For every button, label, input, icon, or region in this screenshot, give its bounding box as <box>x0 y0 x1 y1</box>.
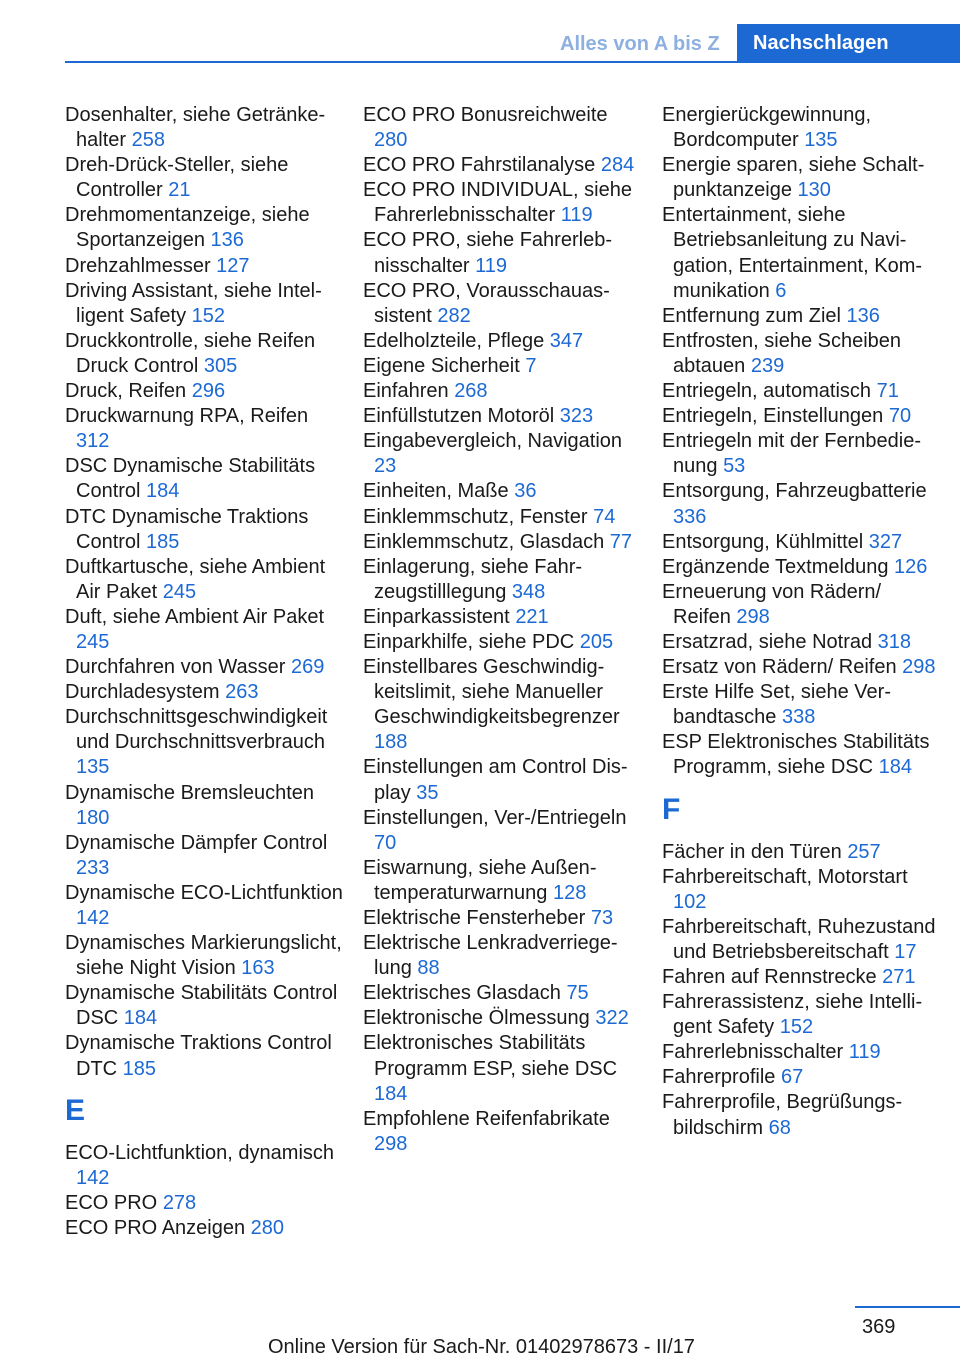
index-entry <box>65 404 345 454</box>
index-entry-text: Elektronische Ölmessung <box>363 1007 590 1030</box>
index-page-link[interactable]: 298 <box>902 656 936 679</box>
index-page-link[interactable]: 119 <box>560 204 593 227</box>
index-page-link[interactable]: 126 <box>894 555 928 578</box>
index-page-link[interactable]: 233 <box>76 856 110 879</box>
index-entry-text: Drehmomentanzeige, siehe Sportanzeigen <box>65 204 310 252</box>
index-page-link[interactable]: 257 <box>847 840 881 863</box>
index-entry-text: Edelholzteile, Pflege <box>363 329 545 352</box>
index-entry <box>65 279 345 329</box>
index-column-3 <box>662 103 942 1141</box>
index-entry-text: Duftkartusche, siehe Ambient Air Paket <box>65 555 326 603</box>
index-entry-text: ECO PRO, Vorausschauassistent <box>363 279 610 327</box>
online-version-note: Online Version für Sach-Nr. 01402978673 - II/17 <box>268 1336 695 1358</box>
index-entry-text: Entertainment, siehe Betriebsanleitung zu Navigation, Entertainment, Kommunikation <box>662 204 923 302</box>
index-entry <box>363 630 643 655</box>
index-page-link[interactable]: 322 <box>595 1007 629 1030</box>
index-letter-heading: E <box>65 1093 86 1127</box>
index-entry <box>363 404 643 429</box>
index-page-link[interactable]: 245 <box>162 580 197 603</box>
index-entry-text: Dynamische ECO-Lichtfunktion <box>65 881 343 904</box>
index-entry <box>363 806 643 856</box>
index-entry <box>662 555 942 580</box>
index-entry-text: Erste Hilfe Set, siehe Verbandtasche <box>662 681 891 729</box>
index-page-link[interactable]: 184 <box>878 756 912 779</box>
index-entry-text: Einparkassistent <box>363 605 510 628</box>
index-entry-text: Fahrerlebnisschalter <box>662 1041 844 1064</box>
index-page-link[interactable]: 239 <box>750 354 785 377</box>
index-page-link[interactable]: 348 <box>511 580 546 603</box>
index-entry-text: Erneuerung von Rädern/ Reifen <box>662 580 882 628</box>
index-entry <box>662 103 942 153</box>
index-entry <box>363 1031 643 1106</box>
index-entry <box>662 630 942 655</box>
index-entry-text: Elektronisches Stabilitäts Programm ESP, siehe DSC <box>363 1032 618 1080</box>
index-page-link[interactable]: 36 <box>514 480 537 503</box>
index-page-link[interactable]: 268 <box>454 380 488 403</box>
index-entry-text: Einlagerung, siehe Fahrzeugstilllegung <box>363 555 583 603</box>
index-entry-text: Dosenhalter, siehe Getränkehalter <box>65 104 326 152</box>
index-page-link[interactable]: 7 <box>525 354 537 377</box>
index-page-link[interactable]: 284 <box>600 154 635 177</box>
index-page-link[interactable]: 269 <box>291 656 325 679</box>
index-entry <box>65 454 345 504</box>
index-page-link[interactable]: 280 <box>250 1216 285 1239</box>
index-entry <box>662 304 942 329</box>
index-entry-text: Dynamische Stabilitäts Control DSC <box>65 982 338 1030</box>
index-entry-text: ECO-Lichtfunktion, dynamisch <box>65 1141 335 1164</box>
index-entry-text: DTC Dynamische Traktions Control <box>65 505 309 553</box>
index-entry-text: Einstellbares Geschwindigkeitslimit, siehe Manueller Geschwindigkeitsbegrenzer <box>363 656 620 729</box>
index-entry-text: ECO PRO, siehe Fahrerlebnisschalter <box>363 229 612 277</box>
index-entry-text: Driving Assistant, siehe Intelligent Safety <box>65 279 322 327</box>
index-page-link[interactable]: 271 <box>882 966 916 988</box>
index-entry <box>363 103 643 153</box>
index-page-link[interactable]: 6 <box>775 279 787 302</box>
index-entry <box>662 580 942 630</box>
index-entry <box>662 153 942 203</box>
index-page-link[interactable]: 184 <box>374 1082 408 1105</box>
index-entry-text: Fahrerprofile, Begrüßungsbildschirm <box>662 1091 903 1139</box>
index-column-1 <box>65 103 345 1241</box>
index-page-link[interactable]: 142 <box>76 1166 110 1189</box>
index-entry-text: Einstellungen, Ver-/Entriegeln <box>363 806 627 829</box>
index-entry <box>363 153 643 178</box>
index-page-link[interactable]: 77 <box>609 530 633 553</box>
index-entry <box>662 680 942 730</box>
index-entry <box>363 178 643 228</box>
index-page-link[interactable]: 296 <box>191 380 226 403</box>
index-entry <box>662 1090 942 1140</box>
index-entry <box>662 379 942 404</box>
index-entry <box>662 479 942 529</box>
index-entry <box>65 203 345 253</box>
index-entry <box>363 479 643 504</box>
header-section-title: Alles von A bis Z <box>560 33 720 55</box>
index-page-link[interactable]: 17 <box>894 940 917 963</box>
index-entry <box>65 153 345 203</box>
index-page-link[interactable]: 70 <box>888 405 912 428</box>
index-entry <box>65 254 345 279</box>
index-entry-text: Ersatzrad, siehe Notrad <box>662 630 873 653</box>
index-entry <box>662 730 942 780</box>
index-entry-text: Ersatz von Rädern/ Reifen <box>662 656 897 679</box>
index-entry-text: Einklemmschutz, Glasdach <box>363 530 605 553</box>
index-page-link[interactable]: 35 <box>416 781 439 804</box>
index-page-link[interactable]: 135 <box>804 129 838 152</box>
index-page-link[interactable]: 152 <box>191 304 226 327</box>
index-entry-text: Durchladesystem <box>65 681 220 704</box>
index-entry-text: ECO PRO INDIVIDUAL, siehe Fahrerlebnisschalter <box>363 179 632 227</box>
index-entry <box>363 505 643 530</box>
index-entry-text: Einparkhilfe, siehe PDC <box>363 630 575 653</box>
index-entry-text: Durchfahren von Wasser <box>65 656 286 679</box>
index-entry <box>662 915 942 965</box>
index-page-link[interactable]: 21 <box>168 179 191 202</box>
index-page-link[interactable]: 70 <box>374 831 397 854</box>
index-entry <box>65 555 345 605</box>
header-tab: Nachschlagen <box>737 24 960 62</box>
index-entry <box>662 655 942 680</box>
index-page-link[interactable]: 312 <box>76 430 110 453</box>
index-entry <box>65 981 345 1031</box>
index-page-link[interactable]: 184 <box>123 1007 158 1030</box>
index-page-link[interactable]: 23 <box>374 455 397 478</box>
index-entry <box>363 856 643 906</box>
index-entry <box>363 1107 643 1157</box>
index-page-link[interactable]: 163 <box>241 957 275 980</box>
index-entry-text: Empfohlene Reifenfabrikate <box>363 1107 610 1130</box>
index-page-link[interactable]: 73 <box>590 907 614 929</box>
index-entry <box>363 279 643 329</box>
index-entry <box>662 530 942 555</box>
index-entry <box>65 1216 345 1241</box>
header-rule <box>65 61 960 63</box>
index-entry <box>65 1141 345 1191</box>
index-page-link[interactable]: 152 <box>779 1016 814 1039</box>
index-entry <box>662 990 942 1040</box>
index-page-link[interactable]: 305 <box>203 354 238 377</box>
index-entry <box>363 228 643 278</box>
index-page-link[interactable]: 128 <box>553 881 587 904</box>
index-page-link[interactable]: 88 <box>417 957 440 980</box>
index-entry-text: Entriegeln, automatisch <box>662 380 872 403</box>
index-entry-text: Eingabevergleich, Navigation <box>363 430 623 453</box>
index-page-link[interactable]: 119 <box>475 254 508 277</box>
index-entry-text: Dreh-Drück-Steller, siehe Controller <box>65 154 289 202</box>
index-entry-text: Eigene Sicherheit <box>363 354 520 377</box>
index-page-link[interactable]: 318 <box>877 630 912 653</box>
index-entry-text: Elektrische Fensterheber <box>363 907 586 929</box>
index-entry-text: Eiswarnung, siehe Außentemperaturwarnung <box>363 856 597 904</box>
index-entry-text: Dynamische Dämpfer Control <box>65 831 328 854</box>
index-page-link[interactable]: 298 <box>374 1132 408 1155</box>
index-entry-text: Durchschnittsgeschwindigkeit und Durchschnittsverbrauch <box>65 706 328 754</box>
index-entry-text: ECO PRO Fahrstilanalyse <box>363 154 596 177</box>
index-entry-text: Einklemmschutz, Fenster <box>363 505 588 528</box>
index-page-link[interactable]: 135 <box>76 756 110 779</box>
index-entry <box>363 1006 643 1031</box>
index-entry <box>662 840 942 865</box>
index-entry-text: Ergänzende Textmeldung <box>662 555 889 578</box>
index-entry-text: Druckwarnung RPA, Reifen <box>65 405 309 428</box>
index-entry-text: Fahrbereitschaft, Ruhezustand und Betriebsbereitschaft <box>662 915 936 963</box>
index-entry-text: Elektrisches Glasdach <box>363 982 561 1005</box>
index-page-link[interactable]: 258 <box>131 129 165 152</box>
index-entry <box>65 881 345 931</box>
index-page-link[interactable]: 180 <box>76 806 110 829</box>
index-entry <box>65 781 345 831</box>
index-entry <box>363 906 643 931</box>
index-entry <box>363 379 643 404</box>
index-entry <box>363 530 643 555</box>
index-entry-text: Energie sparen, siehe Schaltpunktanzeige <box>662 154 925 202</box>
index-entry <box>65 605 345 655</box>
index-entry-text: Drehzahlmesser <box>65 254 211 277</box>
index-page-link[interactable]: 327 <box>868 530 903 553</box>
index-page-link[interactable]: 336 <box>673 505 707 528</box>
index-entry <box>65 655 345 680</box>
index-page-link[interactable]: 68 <box>768 1116 791 1139</box>
index-page-link[interactable]: 136 <box>846 304 880 327</box>
index-page-link[interactable]: 280 <box>374 129 408 152</box>
index-page-link[interactable]: 185 <box>122 1057 157 1080</box>
index-entry-text: Druckkontrolle, siehe Reifen Druck Control <box>65 329 316 377</box>
index-column-2 <box>363 103 643 1157</box>
index-page-link[interactable]: 323 <box>559 405 594 428</box>
index-page-link[interactable]: 188 <box>374 731 408 754</box>
index-entry-text: Dynamisches Markierungslicht, siehe Night Vision <box>65 932 342 980</box>
index-entry <box>363 605 643 630</box>
index-entry <box>662 429 942 479</box>
index-entry <box>662 965 942 990</box>
index-entry <box>65 705 345 780</box>
index-entry <box>65 103 345 153</box>
index-page-link[interactable]: 142 <box>76 907 110 929</box>
index-page-link[interactable]: 338 <box>781 706 816 729</box>
index-entry <box>363 981 643 1006</box>
index-page-link[interactable]: 75 <box>566 982 589 1005</box>
index-entry-text: Entfrosten, siehe Scheiben abtauen <box>662 329 902 377</box>
index-entry <box>65 379 345 404</box>
index-page-link[interactable]: 127 <box>216 254 250 277</box>
index-page-link[interactable]: 74 <box>593 505 616 528</box>
index-entry-text: Einfüllstutzen Motoröl <box>363 405 555 428</box>
index-page-link[interactable]: 53 <box>723 455 746 478</box>
index-entry <box>65 329 345 379</box>
index-entry-text: ESP Elektronisches Stabilitäts Programm, siehe DSC <box>662 731 930 779</box>
index-entry-text: Entsorgung, Fahrzeugbatterie <box>662 480 927 503</box>
index-page-link[interactable]: 205 <box>579 630 614 653</box>
index-entry <box>65 931 345 981</box>
index-page-link[interactable]: 278 <box>162 1191 197 1214</box>
index-entry-text: ECO PRO Anzeigen <box>65 1216 246 1239</box>
index-entry <box>65 1031 345 1081</box>
index-page-link[interactable]: 221 <box>515 605 549 628</box>
index-entry-text: Dynamische Traktions Control DTC <box>65 1032 332 1080</box>
index-entry-text: Entsorgung, Kühlmittel <box>662 530 864 553</box>
index-entry <box>65 1191 345 1216</box>
index-entry <box>65 831 345 881</box>
index-page-link[interactable]: 130 <box>797 179 831 202</box>
index-entry-text: DSC Dynamische Stabilitäts Control <box>65 455 316 503</box>
index-entry-text: Einfahren <box>363 380 449 403</box>
index-entry-text: Entriegeln mit der Fernbedienung <box>662 430 922 478</box>
index-entry <box>65 680 345 705</box>
index-page-link[interactable]: 282 <box>437 304 471 327</box>
index-entry <box>363 555 643 605</box>
index-entry-text: Entriegeln, Einstellungen <box>662 405 884 428</box>
index-entry <box>662 1040 942 1065</box>
index-page-link[interactable]: 67 <box>780 1066 804 1089</box>
index-entry-text: Dynamische Bremsleuchten <box>65 781 314 804</box>
index-entry-text: Fahren auf Rennstrecke <box>662 966 877 988</box>
index-entry <box>363 329 643 354</box>
index-page-link[interactable]: 71 <box>876 380 899 403</box>
index-entry <box>65 505 345 555</box>
footer-rule <box>855 1306 960 1308</box>
index-page-link[interactable]: 298 <box>736 605 770 628</box>
index-entry <box>662 1065 942 1090</box>
index-entry <box>662 404 942 429</box>
index-entry-text: Energierückgewinnung, Bordcomputer <box>662 104 872 152</box>
index-entry-text: Elektrische Lenkradverriegelung <box>363 932 618 980</box>
index-entry-text: Einheiten, Maße <box>363 480 509 503</box>
index-entry-text: Fahrerassistenz, siehe Intelligent Safety <box>662 991 923 1039</box>
index-entry-text: Fächer in den Türen <box>662 840 842 863</box>
index-entry-text: Fahrerprofile <box>662 1066 776 1089</box>
index-entry <box>363 931 643 981</box>
page-number: 369 <box>862 1316 896 1338</box>
index-entry <box>363 354 643 379</box>
index-page-link[interactable]: 119 <box>848 1041 881 1064</box>
index-letter-heading: F <box>662 792 681 826</box>
index-entry <box>363 755 643 805</box>
index-entry-text: Entfernung zum Ziel <box>662 304 841 327</box>
index-page-link[interactable]: 245 <box>76 630 110 653</box>
index-entry <box>363 655 643 755</box>
index-entry <box>662 865 942 915</box>
index-entry-text: Druck, Reifen <box>65 380 187 403</box>
index-page-link[interactable]: 263 <box>225 681 259 704</box>
index-page-link[interactable]: 136 <box>210 229 244 252</box>
index-entry-text: ECO PRO <box>65 1191 158 1214</box>
index-entry-text: ECO PRO Bonusreichweite <box>363 104 608 126</box>
index-entry <box>662 329 942 379</box>
index-page-link[interactable]: 347 <box>549 329 584 352</box>
index-page-link[interactable]: 185 <box>146 530 180 553</box>
index-entry <box>662 203 942 303</box>
index-page-link[interactable]: 184 <box>146 480 180 503</box>
index-entry-text: Fahrbereitschaft, Motorstart <box>662 865 908 888</box>
index-page-link[interactable]: 102 <box>673 890 707 913</box>
index-entry <box>363 429 643 479</box>
index-entry-text: Duft, siehe Ambient Air Paket <box>65 605 325 628</box>
index-entry-text: Einstellungen am Control Display <box>363 756 628 804</box>
